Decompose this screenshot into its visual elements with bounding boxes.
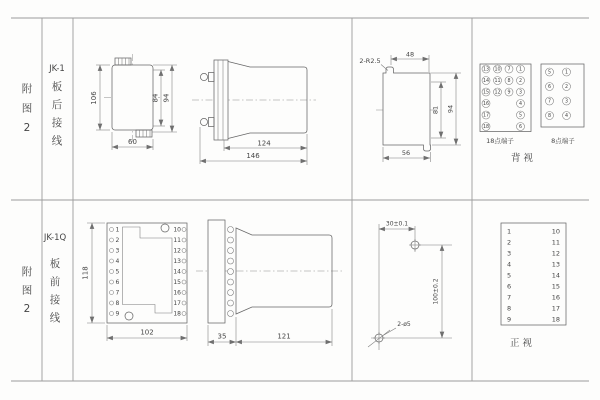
pin-number: 1 — [115, 226, 120, 234]
dim-48 — [391, 51, 429, 73]
model-name: JK-1Q — [43, 233, 67, 243]
pin-number: 3 — [115, 247, 120, 255]
dim-value: 60 — [128, 138, 137, 146]
relay-front-view-drawing — [90, 54, 177, 150]
dim-value: 146 — [246, 152, 260, 160]
terminal-number: 4 — [564, 114, 569, 120]
model-name: JK-1 — [49, 64, 65, 74]
dim-124 — [224, 134, 307, 165]
terminal-number: 8 — [547, 114, 552, 120]
dim-100 — [433, 245, 443, 338]
hole-top — [409, 239, 421, 251]
note-text: 2-ø5 — [397, 321, 411, 328]
table-number: 2 — [507, 238, 512, 247]
dim-121 — [236, 309, 332, 346]
dim-value: 35 — [217, 332, 227, 341]
table-number: 15 — [551, 282, 560, 291]
terminal-number: 1 — [518, 67, 523, 73]
terminal-number: 5 — [518, 113, 523, 119]
relay-case-outline — [112, 65, 153, 130]
terminal-number: 3 — [518, 90, 523, 96]
terminal-number: 15 — [482, 90, 490, 96]
rear-view-label: 背 视 — [510, 153, 534, 164]
fig-char: 图 — [21, 102, 33, 115]
fig-char: 附 — [21, 266, 33, 278]
radius-note — [359, 57, 388, 71]
pin-number: 16 — [173, 289, 181, 297]
pin-number: 5 — [115, 268, 120, 276]
row2-model-label — [43, 233, 67, 324]
terminal-number: 12 — [494, 90, 501, 96]
dim-value: 94 — [162, 93, 171, 103]
pin-number: 2 — [115, 237, 120, 245]
dim-value: 81 — [431, 105, 440, 115]
table-number: 9 — [507, 315, 512, 324]
dim-value: 100±0.2 — [432, 278, 440, 305]
dim-value: 118 — [81, 266, 90, 280]
dim-30 — [379, 221, 415, 230]
wiring-char: 线 — [49, 312, 61, 324]
table-number: 18 — [551, 315, 560, 324]
terminal-number: 3 — [564, 99, 569, 105]
pin-number: 6 — [115, 279, 120, 287]
terminal-number: 1 — [564, 70, 569, 76]
pin-number: 7 — [115, 289, 120, 297]
wiring-char: 后 — [51, 99, 63, 111]
row2-figure-label — [22, 265, 33, 315]
terminal-number: 5 — [547, 70, 552, 76]
screw — [228, 248, 234, 254]
dim-118 — [82, 223, 106, 323]
terminal-number: 6 — [518, 125, 523, 131]
screw-head — [200, 118, 207, 125]
screw — [228, 227, 234, 233]
table-number: 12 — [551, 249, 560, 258]
terminal-number: 9 — [507, 90, 511, 96]
wiring-char: 接 — [51, 117, 63, 129]
wiring-char: 线 — [51, 135, 63, 147]
row1-model-label — [48, 64, 65, 147]
dim-value: 106 — [90, 91, 98, 105]
pin-number: 14 — [173, 268, 181, 276]
fig-char: 2 — [23, 122, 31, 134]
table-number: 14 — [551, 271, 560, 280]
top-terminal-tab — [115, 58, 131, 65]
socket-side-view-drawing — [196, 220, 344, 346]
terminal-box-18 — [480, 64, 531, 132]
terminal-number: 6 — [547, 85, 552, 91]
terminal-number: 7 — [547, 99, 552, 105]
note-text: 2-R2.5 — [359, 57, 381, 65]
screw — [228, 269, 234, 275]
table-number: 5 — [507, 271, 512, 280]
mounting-screw-bottom — [200, 118, 214, 127]
terminal-number: 13 — [482, 67, 490, 73]
tab-outline — [136, 130, 152, 137]
pin-number: 15 — [173, 279, 181, 287]
pin-number: 11 — [173, 237, 181, 245]
terminal-number-table — [501, 223, 566, 349]
relay-body-outline — [228, 62, 307, 139]
dim-value: 30±0.1 — [385, 220, 409, 228]
leader-line — [383, 328, 396, 336]
flange-plate — [214, 60, 228, 140]
dim-60 — [112, 132, 153, 150]
dim-value: 121 — [277, 332, 291, 341]
terminal-number: 14 — [482, 79, 490, 85]
pin-number: 9 — [115, 310, 120, 318]
table-number: 3 — [507, 249, 512, 258]
table-number: 11 — [551, 238, 560, 247]
pin-number: 12 — [173, 247, 181, 255]
screw — [228, 311, 234, 317]
relay-side-view-drawing — [192, 60, 316, 165]
drilling-template-drawing — [368, 221, 452, 351]
terminal-box-18-label: 18点端子 — [486, 137, 514, 145]
table-number: 16 — [551, 293, 560, 302]
dim-value: 56 — [401, 149, 411, 157]
table-number: 4 — [507, 260, 512, 269]
dim-value: 48 — [405, 50, 415, 59]
pin-number: 10 — [173, 226, 181, 234]
terminal-number: 4 — [518, 102, 523, 108]
screw — [228, 237, 234, 243]
wiring-char: 接 — [49, 294, 61, 306]
mounting-screw-top — [200, 73, 214, 82]
dim-81 — [431, 82, 446, 138]
table-number: 13 — [551, 260, 560, 269]
screw — [228, 279, 234, 285]
pin-number: 17 — [173, 300, 181, 308]
pin-number: 4 — [115, 258, 120, 266]
wiring-char: 板 — [51, 81, 63, 93]
terminal-number: 8 — [507, 79, 511, 85]
socket-front-view-drawing — [82, 223, 188, 341]
wiring-char: 前 — [49, 276, 61, 288]
terminal-screws — [228, 227, 234, 317]
screw — [228, 290, 234, 296]
terminal-number: 16 — [482, 102, 490, 108]
wiring-char: 板 — [49, 258, 61, 270]
row1-figure-label — [22, 82, 33, 134]
dim-value: 94 — [446, 104, 455, 114]
terminal-number: 7 — [507, 67, 511, 73]
dim-value: 124 — [257, 139, 271, 148]
screw-stud — [209, 118, 215, 127]
pin-number: 18 — [173, 310, 181, 318]
dim-value: 102 — [140, 328, 154, 337]
terminal-number: 2 — [518, 79, 523, 85]
terminal-layout-18pt — [480, 64, 531, 145]
table-number: 8 — [507, 304, 512, 313]
dim-value: 84 — [151, 93, 160, 103]
screw — [228, 300, 234, 306]
pin-number: 8 — [115, 300, 120, 308]
table-number: 7 — [507, 293, 512, 302]
terminal-layout-8pt — [541, 64, 584, 145]
screw-head — [200, 73, 207, 80]
terminal-number: 2 — [564, 85, 569, 91]
fig-char: 2 — [23, 303, 31, 315]
tab-outline — [115, 58, 131, 65]
terminal-number: 10 — [494, 67, 501, 73]
hole-note — [383, 321, 411, 336]
table-number: 10 — [551, 227, 560, 236]
terminal-box-8-label: 8点端子 — [551, 137, 575, 145]
panel-cutout-drawing — [359, 51, 461, 163]
bottom-terminal-tab — [136, 130, 152, 137]
fig-char: 附 — [21, 83, 33, 95]
cutout-outline — [383, 67, 431, 151]
table-number: 17 — [551, 304, 560, 313]
fig-char: 图 — [21, 284, 33, 297]
table-number: 1 — [507, 227, 512, 236]
screw — [228, 258, 234, 264]
dim-102 — [107, 325, 187, 341]
table-number: 6 — [507, 282, 512, 291]
terminal-number: 17 — [482, 113, 490, 119]
terminal-number: 18 — [482, 125, 490, 131]
panel-plate — [208, 220, 225, 323]
pin-number: 13 — [173, 258, 181, 266]
terminal-number: 11 — [494, 79, 501, 85]
screw-stud — [209, 73, 215, 82]
front-view-label: 正 视 — [509, 338, 533, 349]
